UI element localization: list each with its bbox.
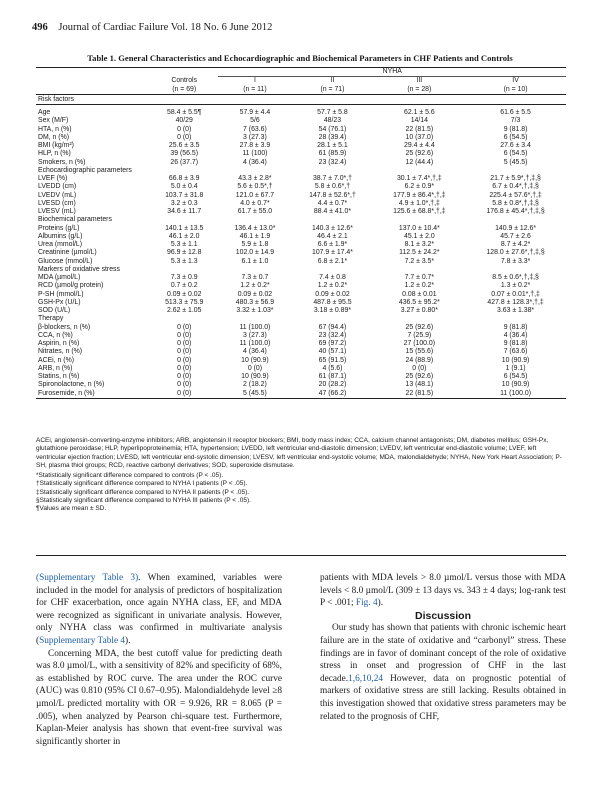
cell-value: 11 (100.0) — [239, 323, 271, 331]
cell-value: 0.07 ± 0.01*,†,‡ — [491, 290, 540, 298]
column-n: (n = 69) — [150, 86, 219, 95]
header-blank — [36, 86, 150, 95]
cell-value: 7.2 ± 3.5* — [404, 257, 435, 265]
cell-value: 40/29 — [175, 117, 193, 125]
cell-value: 24 (88.9) — [405, 356, 434, 364]
subsection-heading: Therapy — [38, 315, 64, 323]
cell-value: 7.4 ± 0.8 — [319, 274, 346, 281]
cell-value: 61 (87.1) — [318, 373, 347, 380]
cell-value: 8.1 ± 3.2* — [404, 241, 435, 248]
cell-value: 3.2 ± 0.3 — [170, 199, 198, 207]
cell-value: 47 (66.2) — [291, 390, 373, 399]
cell-value: 3.63 ± 1.38* — [497, 307, 535, 314]
cell-value: 5.6 ± 0.5*,† — [237, 183, 273, 191]
table-row — [36, 126, 566, 134]
row-label: Statins, n (%) — [38, 373, 80, 380]
cell-value: 10 (90.9) — [241, 356, 269, 364]
header-blank — [150, 68, 219, 77]
cell-value: 0.09 ± 0.02 — [166, 290, 202, 298]
cell-value: 0 (0) — [150, 390, 219, 399]
cell-value: 61.6 ± 5.5 — [500, 109, 531, 116]
body-paragraph — [320, 572, 566, 610]
table-row — [36, 233, 566, 241]
row-label: SOD (U/L) — [38, 307, 71, 314]
cell-value: 480.3 ± 56.9 — [235, 298, 275, 306]
cell-value: 0.09 ± 0.02 — [237, 290, 273, 298]
cell-value: 4.9 ± 1.0*,†,‡ — [398, 199, 440, 207]
subsection-heading: Markers of oxidative stress — [38, 265, 120, 273]
cell-value: 26 (37.7) — [170, 158, 198, 166]
journal-citation: Journal of Cardiac Failure Vol. 18 No. 6 June 2012 — [58, 22, 273, 33]
text-run: Concerning MDA, the best cutoff value for predicting death was 8.0 µmol/L, with a sensitivity of 82% and specificity of 68%, as established by ROC curve. The area under the ROC curve (AUC) was 0.810 (95% CI 0.67–0.95). Malondialdehyde level ≥8 µmol/L predicted mortality with OR = 9.926, RR = 8.065 (P = .005), when analyzed by Pearson chi-square test. Furthermore, Kaplan-Meier analysis has shown that event-free survival was significantly shorter in — [36, 648, 282, 747]
table-row — [36, 200, 566, 208]
cell-value: 0 (0) — [247, 364, 262, 372]
cell-value: 0 (0) — [177, 356, 192, 364]
row-label: LVESD (cm) — [38, 199, 76, 207]
cell-value: 176.8 ± 45.4*,†,‡,§ — [486, 208, 545, 215]
cell-value: 25 (92.6) — [405, 373, 434, 380]
cell-value: 11 (100.0) — [465, 390, 566, 399]
row-label: RCD (µmol/g protein) — [38, 282, 104, 290]
table-row — [36, 109, 566, 117]
cell-value: 57.9 ± 4.4 — [239, 109, 271, 116]
table-row — [36, 390, 566, 399]
cell-value: 1.2 ± 0.2* — [240, 282, 270, 290]
row-label: DM, n (%) — [38, 133, 70, 141]
cell-value: 147.8 ± 52.6*,† — [309, 191, 356, 199]
cell-value: 5.8 ± 0.8*,†,‡,§ — [492, 199, 539, 207]
body-paragraph — [320, 622, 566, 723]
row-label: Albumins (g/L) — [38, 232, 83, 240]
cell-value: 30.1 ± 7.4*,†,‡ — [396, 175, 442, 182]
cell-value: 0 (0) — [177, 323, 192, 331]
row-label: Sex (M/F) — [38, 117, 69, 125]
row-label: ACEi, n (%) — [38, 356, 74, 364]
nyha-header: NYHA — [218, 68, 566, 77]
cell-value: 140.3 ± 12.6* — [311, 224, 353, 232]
cell-value: 6 (54.5) — [503, 133, 528, 141]
cross-reference-link[interactable]: Supplementary Table 4 — [39, 635, 126, 646]
cell-value: 427.8 ± 128.3*,†,‡ — [487, 298, 544, 306]
cell-value: 61.7 ± 55.0 — [237, 208, 273, 215]
cell-value: 7 (25.9) — [407, 331, 432, 339]
table-row — [36, 241, 566, 249]
table-row — [36, 192, 566, 200]
table-row — [36, 315, 566, 323]
cell-value: 9 (81.8) — [503, 340, 528, 347]
column-name: II — [330, 77, 335, 85]
table-row — [36, 183, 566, 191]
table-row — [36, 266, 566, 274]
cell-value: 2.62 ± 1.05 — [166, 307, 202, 314]
cell-value: 0 (0) — [177, 340, 192, 347]
cell-value: 13 (48.1) — [405, 381, 434, 389]
cell-value: 7.8 ± 3.3* — [500, 257, 531, 265]
cell-value: 25 (92.6) — [405, 150, 434, 158]
cell-value: 27 (100.0) — [403, 340, 436, 347]
cell-value: 4 (36.4) — [243, 348, 267, 356]
column-n: (n = 11) — [218, 86, 291, 95]
cell-value: 5 (45.5) — [218, 390, 291, 399]
footnote: †Statistically significant difference compared to NYHA I patients (P < .05). — [36, 480, 248, 488]
table-row — [36, 175, 566, 183]
cell-value: 69 (97.2) — [318, 340, 347, 347]
cell-value: 40 (57.1) — [318, 348, 347, 356]
subsection-heading: Echocardiographic parameters — [38, 166, 132, 174]
cell-value: 46.4 ± 2.1 — [317, 232, 348, 240]
row-label: LVESV (mL) — [38, 208, 76, 215]
cell-value: 125.6 ± 68.8*,†,‡ — [393, 208, 446, 215]
section-heading: Discussion — [414, 609, 472, 622]
table-row — [36, 365, 566, 373]
cell-value: 27.6 ± 3.4 — [500, 142, 531, 149]
cell-value: 21.7 ± 5.9*,†,‡,§ — [490, 175, 541, 182]
cross-reference-link[interactable]: Fig. 4 — [355, 598, 378, 609]
cell-value: 4 (36.4) — [243, 158, 267, 166]
cell-value: 5/6 — [250, 117, 260, 125]
cell-value: 11 (100.0) — [239, 340, 271, 347]
cell-value: 39 (56.5) — [170, 150, 198, 158]
cell-value: 8.7 ± 4.2* — [500, 241, 531, 248]
header-blank — [36, 68, 150, 77]
row-label: LVEF (%) — [38, 175, 68, 182]
table-row — [36, 216, 566, 224]
cell-value: 0 (0) — [177, 331, 192, 339]
cell-value: 7 (63.6) — [243, 125, 267, 133]
cell-value: 20 (28.2) — [318, 381, 347, 389]
row-label: Proteins (g/L) — [38, 224, 80, 232]
cell-value: 102.0 ± 14.9 — [235, 249, 275, 257]
cell-value: 6.6 ± 1.9* — [317, 241, 348, 248]
table-bottom-rule — [36, 555, 566, 556]
footnote: ‡Statistically significant difference compared to NYHA II patients (P < .05). — [36, 488, 250, 496]
cell-value: 4.0 ± 0.7* — [240, 199, 270, 207]
table-row — [36, 332, 566, 340]
body-column-right — [320, 572, 566, 723]
table-row — [36, 324, 566, 332]
cell-value: 107.9 ± 17.4* — [311, 249, 353, 257]
table-row — [36, 117, 566, 125]
cell-value: 137.0 ± 10.4* — [398, 224, 440, 232]
cell-value: 6 (54.5) — [503, 150, 528, 158]
cell-value: 66.8 ± 3.9 — [168, 175, 200, 182]
cell-value: 27.8 ± 3.9 — [239, 142, 271, 149]
cell-value: 38.7 ± 7.0*,† — [312, 175, 352, 182]
row-label: Urea (mmol/L) — [38, 241, 83, 248]
column-name: I — [253, 77, 256, 85]
cell-value: 10 (90.9) — [501, 381, 530, 389]
cell-value: 22 (81.5) — [405, 125, 434, 133]
table-row — [36, 159, 566, 167]
cell-value: 7 (63.6) — [503, 348, 528, 356]
text-run: ). — [125, 635, 131, 646]
cell-value: 23 (32.4) — [318, 158, 347, 166]
column-name: III — [416, 77, 423, 85]
cell-value: 34.6 ± 11.7 — [167, 208, 202, 215]
table-row — [36, 291, 566, 299]
cell-value: 6.2 ± 0.9* — [404, 183, 435, 191]
cell-value: 1.3 ± 0.2* — [500, 282, 531, 290]
cell-value: 1.2 ± 0.2* — [404, 282, 435, 290]
subsection-heading: Biochemical parameters — [38, 216, 112, 224]
cell-value: 140.1 ± 13.5 — [165, 224, 204, 232]
cell-value: 1 (9.1) — [505, 364, 526, 372]
table-row — [36, 373, 566, 381]
cell-value: 25 (92.6) — [405, 323, 434, 331]
row-label: HTA, n (%) — [38, 125, 72, 133]
header-blank — [36, 77, 150, 86]
row-label: Spironolactone, n (%) — [38, 381, 105, 389]
cell-value: 11 (100) — [242, 150, 268, 158]
footnote: ¶Values are mean ± SD. — [36, 505, 107, 513]
cell-value: 57.7 ± 5.8 — [317, 109, 348, 116]
cell-value: 3.27 ± 0.80* — [400, 307, 438, 314]
cell-value: 5.3 ± 1.1 — [170, 241, 198, 248]
row-label: LVEDD (cm) — [38, 183, 77, 191]
cell-value: 54 (76.1) — [318, 125, 347, 133]
table-row — [36, 249, 566, 257]
cell-value: 65 (91.5) — [318, 356, 347, 364]
text-run: . When examined, variables were included in the model for analysis of predictors of hospitalization for CHF exacerbation, once again NYHA class, EF, and MDA were recognized as significant in univariate analysis. However, only NYHA class was confirmed in multivariate analysis ( — [36, 573, 282, 646]
text-run: ). — [377, 598, 384, 609]
row-label: Creatinine (µmol/L) — [38, 249, 97, 257]
table-row — [36, 142, 566, 150]
table-title: Table 1. General Characteristics and Echocardiographic and Biochemical Parameters in CHF Patients and Controls — [87, 53, 513, 63]
running-header — [32, 22, 272, 33]
table-row — [36, 274, 566, 282]
cell-value: 6.1 ± 1.0 — [241, 257, 269, 265]
column-n: (n = 71) — [291, 86, 373, 95]
cell-value: 0.08 ± 0.01 — [402, 290, 437, 298]
cell-value: 112.5 ± 24.2* — [399, 249, 440, 257]
cell-value: 3 (27.3) — [243, 331, 267, 339]
characteristics-table — [36, 67, 566, 399]
cell-value: 88.4 ± 41.0* — [313, 208, 352, 215]
body-paragraph — [36, 648, 282, 749]
cell-value: 15 (55.6) — [405, 348, 434, 356]
table-row — [36, 357, 566, 365]
cell-value: 7.7 ± 0.7* — [404, 274, 435, 281]
column-n: (n = 10) — [465, 86, 566, 95]
row-label: Furosemide, n (%) — [36, 390, 150, 399]
cell-value: 3.18 ± 0.89* — [313, 307, 352, 314]
cell-value: 12 (44.4) — [405, 158, 434, 166]
cell-value: 28 (39.4) — [318, 133, 347, 141]
table-row — [36, 348, 566, 356]
row-label: LVEDV (mL) — [38, 191, 77, 199]
cell-value: 4 (36.4) — [503, 331, 528, 339]
cell-value: 128.0 ± 27.6*,†,‡,§ — [486, 249, 545, 257]
row-label: Smokers, n (%) — [38, 158, 86, 166]
cell-value: 9 (81.8) — [503, 125, 528, 133]
table-row — [36, 299, 566, 307]
table-row — [36, 282, 566, 290]
cell-value: 136.4 ± 13.0* — [234, 224, 276, 232]
row-label: BMI (kg/m²) — [38, 142, 74, 149]
page-number: 496 — [32, 22, 48, 33]
cell-value: 43.3 ± 2.8* — [238, 175, 272, 182]
row-label: Aspirin, n (%) — [38, 340, 80, 347]
row-label: HLP, n (%) — [38, 150, 71, 158]
cell-value: 5.3 ± 1.3 — [170, 257, 198, 265]
text-run: patients with MDA levels > 8.0 µmol/L versus those with MDA levels < 8.0 µmol/L (309 ± 13 days vs. 343 ± 4 days; log-rank test P < .001; — [320, 573, 566, 609]
cell-value: 121.0 ± 67.7 — [235, 191, 275, 199]
cell-value: 25.6 ± 3.5 — [168, 142, 200, 149]
cell-value: 487.8 ± 95.5 — [313, 298, 352, 306]
cell-value: 177.9 ± 86.4*,†,‡ — [393, 191, 446, 199]
cell-value: 1.2 ± 0.2* — [317, 282, 348, 290]
cell-value: 29.4 ± 4.4 — [404, 142, 435, 149]
table-row — [36, 94, 566, 104]
cell-value: 46.1 ± 2.0 — [168, 232, 200, 240]
cell-value: 4 (5.6) — [322, 364, 343, 372]
footnote: *Statistically significant difference compared to controls (P < .05). — [36, 472, 224, 480]
cell-value: 0 (0) — [177, 364, 192, 372]
cell-value: 225.4 ± 57.6*,†,‡ — [489, 191, 542, 199]
cell-value: 0 (0) — [412, 364, 427, 372]
text-run: Our study has shown that patients with chronic ischemic heart failure are in the state of oxidative and “carbonyl” stress. These findings are in favor of dominant concept of the role of oxidative stress in onset and progression of CHF in the last decade. — [320, 623, 566, 684]
cell-value: 23 (32.4) — [318, 331, 347, 339]
column-name: IV — [512, 77, 519, 85]
cell-value: 14/14 — [410, 117, 428, 125]
table-row — [36, 307, 566, 315]
column-name: Controls — [171, 77, 198, 84]
footnote: §Statistically significant difference compared to NYHA III patients (P < .05). — [36, 497, 251, 505]
cell-value: 3.32 ± 1.03* — [236, 307, 274, 314]
cell-value: 22 (81.5) — [374, 390, 466, 399]
table-row — [36, 225, 566, 233]
table-row — [36, 381, 566, 389]
cell-value: 0 (0) — [177, 125, 192, 133]
cell-value: 103.7 ± 31.8 — [165, 191, 204, 199]
table-notes — [36, 437, 566, 514]
row-label: β-blockers, n (%) — [38, 323, 91, 331]
section-heading: Risk factors — [36, 94, 566, 104]
cell-value: 45.7 ± 2.6 — [500, 232, 531, 240]
table-row — [36, 150, 566, 158]
cell-value: 2 (18.2) — [243, 381, 267, 389]
cell-value: 4.4 ± 0.7* — [317, 199, 348, 207]
table-row — [36, 208, 566, 216]
cell-value: 7/3 — [510, 117, 521, 125]
body-paragraph — [36, 572, 282, 648]
cell-value: 6 (54.5) — [503, 373, 528, 380]
cell-value: 67 (94.4) — [318, 323, 347, 331]
cell-value: 10 (90.9) — [241, 373, 269, 380]
row-label: Nitrates, n (%) — [38, 348, 83, 356]
cell-value: 0.09 ± 0.02 — [315, 290, 350, 298]
cell-value: 436.5 ± 95.2* — [398, 298, 440, 306]
table-row — [36, 167, 566, 175]
row-label: P-SH (mmol/L) — [38, 290, 84, 298]
cell-value: 5.8 ± 0.6*,† — [314, 183, 351, 191]
cell-value: 48/23 — [323, 117, 342, 125]
cell-value: 9 (81.8) — [503, 323, 528, 331]
column-n: (n = 28) — [374, 86, 466, 95]
cell-value: 5.0 ± 0.4 — [170, 183, 198, 191]
abbreviations: ACEi, angiotensin-converting-enzyme inhibitors; ARB, angiotensin II receptor blockers; BMI, body mass index; CCA, calcium channel antagonists; DM, diabetes mellitus; GSH-Px, glutathione peroxidase; HLP, hyperlipoproteinemia; HTA, hypertension; LVEDD, left ventricular end-diastolic dimension; LVEDV, left ventricular end-diastolic volume; LVEF, left ventricular ejection fraction; LVESD, left ventricular end-systolic dimension; LVESV, left ventricular end-systolic volume; MDA, malondialdehyde; NYHA, New York Heart Association; P-SH, plasma thiol groups; RCD, reactive carbonyl derivatives; SOD, superoxide dismutase. — [36, 437, 562, 469]
cell-value: 140.9 ± 12.6* — [495, 224, 537, 232]
cell-value: 45.1 ± 2.0 — [404, 232, 435, 240]
row-label: MDA (µmol/L) — [38, 274, 81, 281]
row-label: GSH-Px (U/L) — [38, 298, 81, 306]
body-column-left — [36, 572, 282, 748]
cell-value: 0 (0) — [177, 348, 192, 356]
cell-value: 5.9 ± 1.8 — [241, 241, 269, 248]
cell-value: 8.5 ± 0.6*,†,‡,§ — [492, 274, 539, 281]
cell-value: 7.3 ± 0.7 — [241, 274, 269, 281]
cell-value: 96.9 ± 12.8 — [166, 249, 202, 257]
cell-value: 5 (45.5) — [503, 158, 528, 166]
cell-value: 513.3 ± 75.9 — [165, 298, 204, 306]
cell-value: 0 (0) — [177, 373, 192, 380]
table-row — [36, 258, 566, 266]
row-label: Age — [38, 109, 51, 116]
row-label: ARB, n (%) — [38, 364, 73, 372]
cell-value: 62.1 ± 5.6 — [404, 109, 435, 116]
table-row — [36, 134, 566, 142]
cell-value: 10 (90.9) — [501, 356, 530, 364]
table-row — [36, 340, 566, 348]
cell-value: 6.7 ± 0.4*,†,‡,§ — [492, 183, 539, 191]
text-run: However, data on prognostic potential of markers of oxidative stress are still lacking. Results obtained in this investigation showed that oxidative stress parameters may be related to the prognosis of CHF, — [320, 673, 566, 722]
cell-value: 10 (37.0) — [405, 133, 434, 141]
cell-value: 0 (0) — [177, 133, 192, 141]
cross-reference-link[interactable]: (Supplementary Table 3) — [36, 573, 139, 583]
row-label: Glucose (mmol/L) — [38, 257, 93, 265]
cross-reference-link[interactable]: 1,6,10,24 — [348, 673, 384, 684]
cell-value: 3 (27.3) — [243, 133, 267, 141]
row-label: CCA, n (%) — [38, 331, 73, 339]
cell-value: 46.1 ± 1.9 — [239, 232, 271, 240]
cell-value: 7.3 ± 0.9 — [170, 274, 198, 281]
cell-value: 58.4 ± 5.5¶ — [167, 109, 202, 116]
cell-value: 28.1 ± 5.1 — [317, 142, 348, 149]
cell-value: 61 (85.9) — [318, 150, 347, 158]
cell-value: 0.7 ± 0.2 — [170, 282, 198, 290]
cell-value: 0 (0) — [177, 381, 192, 389]
cell-value: 6.8 ± 2.1* — [317, 257, 348, 265]
